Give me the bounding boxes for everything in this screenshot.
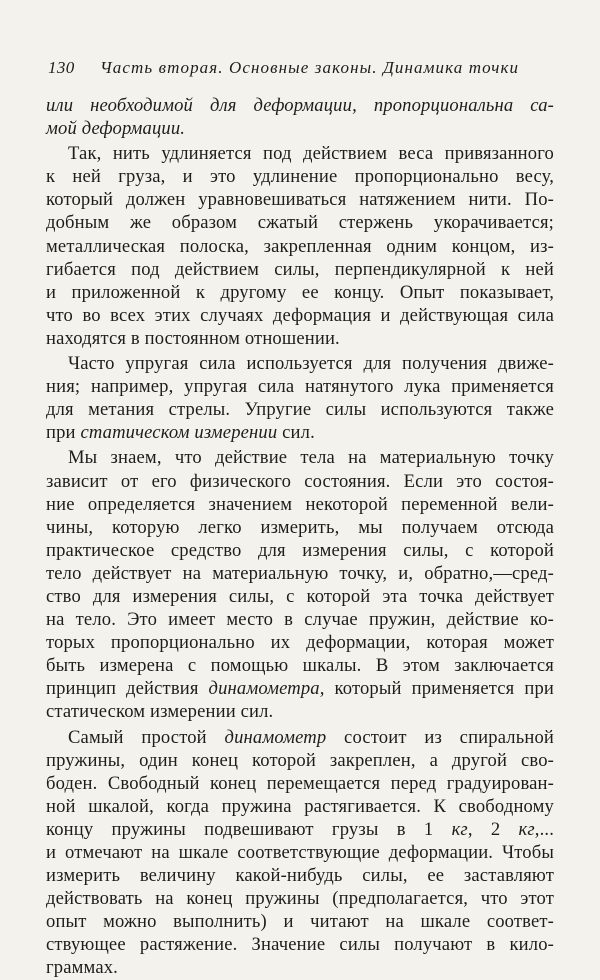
text-run: Так, нить удлиняется под действием веса привязанного — [68, 143, 554, 165]
text-run: добным же образом сжатый стержень укорачивается; — [46, 212, 554, 234]
text-line — [46, 562, 554, 585]
italic-run: статическом измерении — [80, 422, 278, 444]
text-run: концу пружины подвешивают грузы в 1 — [46, 818, 452, 840]
text-run: ной шкалой, когда пружина растягивается. К свободному — [46, 795, 554, 817]
text-line — [46, 818, 554, 841]
text-line — [46, 726, 554, 749]
paragraph — [46, 94, 554, 140]
text-run: измерить величину какой-нибудь силы, ее заставляют — [46, 865, 554, 887]
text-run: статическом измерении сил. — [46, 701, 274, 723]
text-line — [46, 956, 554, 979]
italic-run: мой деформации. — [46, 118, 186, 140]
text-run: действовать на конец пружины (предполагается, что этот — [46, 888, 554, 910]
italic-run: динамометра, — [208, 678, 325, 700]
text-run: Самый простой — [68, 726, 225, 748]
text-line — [46, 516, 554, 539]
italic-run: кг — [451, 818, 468, 840]
text-line — [46, 887, 554, 910]
text-line — [46, 608, 554, 631]
text-run: ство для измерения силы, с которой эта точка действует — [46, 585, 554, 607]
text-line — [46, 631, 554, 654]
text-line — [46, 375, 554, 398]
text-run: принцип действия — [46, 678, 209, 700]
text-line — [46, 235, 554, 258]
text-run: граммах. — [46, 957, 118, 979]
paragraph — [46, 142, 554, 350]
text-run: ствующее растяжение. Значение силы получают в кило- — [46, 934, 554, 956]
text-line — [46, 421, 554, 444]
italic-run: кг — [518, 818, 535, 840]
text-line — [46, 910, 554, 933]
text-run: состоит из спиральной — [326, 726, 554, 748]
text-line — [46, 188, 554, 211]
text-run: быть измерена с помощью шкалы. В этом заключается — [46, 655, 554, 677]
text-run: который должен уравновешиваться натяжением нити. По- — [46, 189, 554, 211]
text-run: находятся в постоянном отношении. — [46, 327, 340, 349]
text-line — [46, 446, 554, 469]
text-line — [46, 211, 554, 234]
text-line — [46, 864, 554, 887]
running-title: Часть вторая. Основные законы. Динамика точки — [100, 58, 520, 77]
text-run: ния; например, упругая сила натянутого лука применяется — [46, 376, 554, 398]
text-run: практическое средство для измерения силы, с которой — [46, 539, 554, 561]
text-line — [46, 841, 554, 864]
text-run: сил. — [277, 422, 315, 444]
italic-run: или необходимой для деформации, пропорциональна са- — [46, 95, 554, 116]
text-run: боден. Свободный конец перемещается перед градуирован- — [46, 772, 554, 794]
text-run: для метания стрелы. Упругие силы используются также — [46, 399, 554, 421]
text-line — [46, 795, 554, 818]
text-line — [46, 117, 554, 140]
text-line — [46, 258, 554, 281]
text-run: торых пропорционально их деформации, которая может — [46, 632, 554, 654]
text-run: при — [46, 422, 81, 444]
paragraph — [46, 726, 554, 980]
text-line — [46, 94, 554, 117]
text-run: , 2 — [467, 818, 519, 840]
text-run: Мы знаем, что действие тела на материальную точку — [68, 447, 554, 469]
text-line — [46, 398, 554, 421]
text-run: Часто упругая сила используется для получения движе- — [68, 353, 554, 375]
text-run: ,... — [534, 818, 554, 840]
text-run: который применяется при — [324, 678, 554, 700]
text-run: зависит от его физического состояния. Если это состоя- — [46, 470, 554, 492]
italic-run: динамометр — [224, 726, 327, 748]
text-line — [46, 933, 554, 956]
text-run: гибается под действием силы, перпендикулярной к ней — [46, 258, 554, 280]
text-run: металлическая полоска, закрепленная одним концом, из- — [46, 235, 554, 257]
text-run: тело действует на материальную точку, и, обратно,—сред- — [46, 562, 554, 584]
text-line — [46, 352, 554, 375]
text-line — [46, 539, 554, 562]
text-line — [46, 585, 554, 608]
text-run: что во всех этих случаях деформация и действующая сила — [46, 304, 554, 326]
page-header — [48, 58, 548, 78]
text-run: чины, которую легко измерить, мы получаем отсюда — [46, 516, 554, 538]
text-run: и отмечают на шкале соответствующие деформации. Чтобы — [46, 842, 554, 863]
text-line — [46, 327, 554, 350]
text-line — [46, 677, 554, 700]
text-run: и приложенной к другому ее концу. Опыт показывает, — [46, 281, 554, 303]
text-line — [46, 281, 554, 304]
text-line — [46, 749, 554, 772]
text-run: к ней груза, и это удлинение пропорционально весу, — [46, 166, 554, 188]
paragraph — [46, 446, 554, 723]
page-number: 130 — [48, 58, 75, 77]
paragraph — [46, 352, 554, 444]
text-run: опыт можно выполнить) и читают на шкале соответ- — [46, 911, 554, 933]
text-run: пружины, один конец которой закреплен, а другой сво- — [46, 749, 554, 771]
text-line — [46, 470, 554, 493]
text-line — [46, 165, 554, 188]
text-line — [46, 700, 554, 723]
text-line — [46, 142, 554, 165]
text-line — [46, 772, 554, 795]
text-line — [46, 654, 554, 677]
body-text — [46, 94, 554, 980]
text-line — [46, 304, 554, 327]
text-run: на тело. Это имеет место в случае пружин, действие ко- — [46, 609, 554, 631]
text-line — [46, 493, 554, 516]
text-run: ние определяется значением некоторой переменной вели- — [46, 493, 554, 515]
